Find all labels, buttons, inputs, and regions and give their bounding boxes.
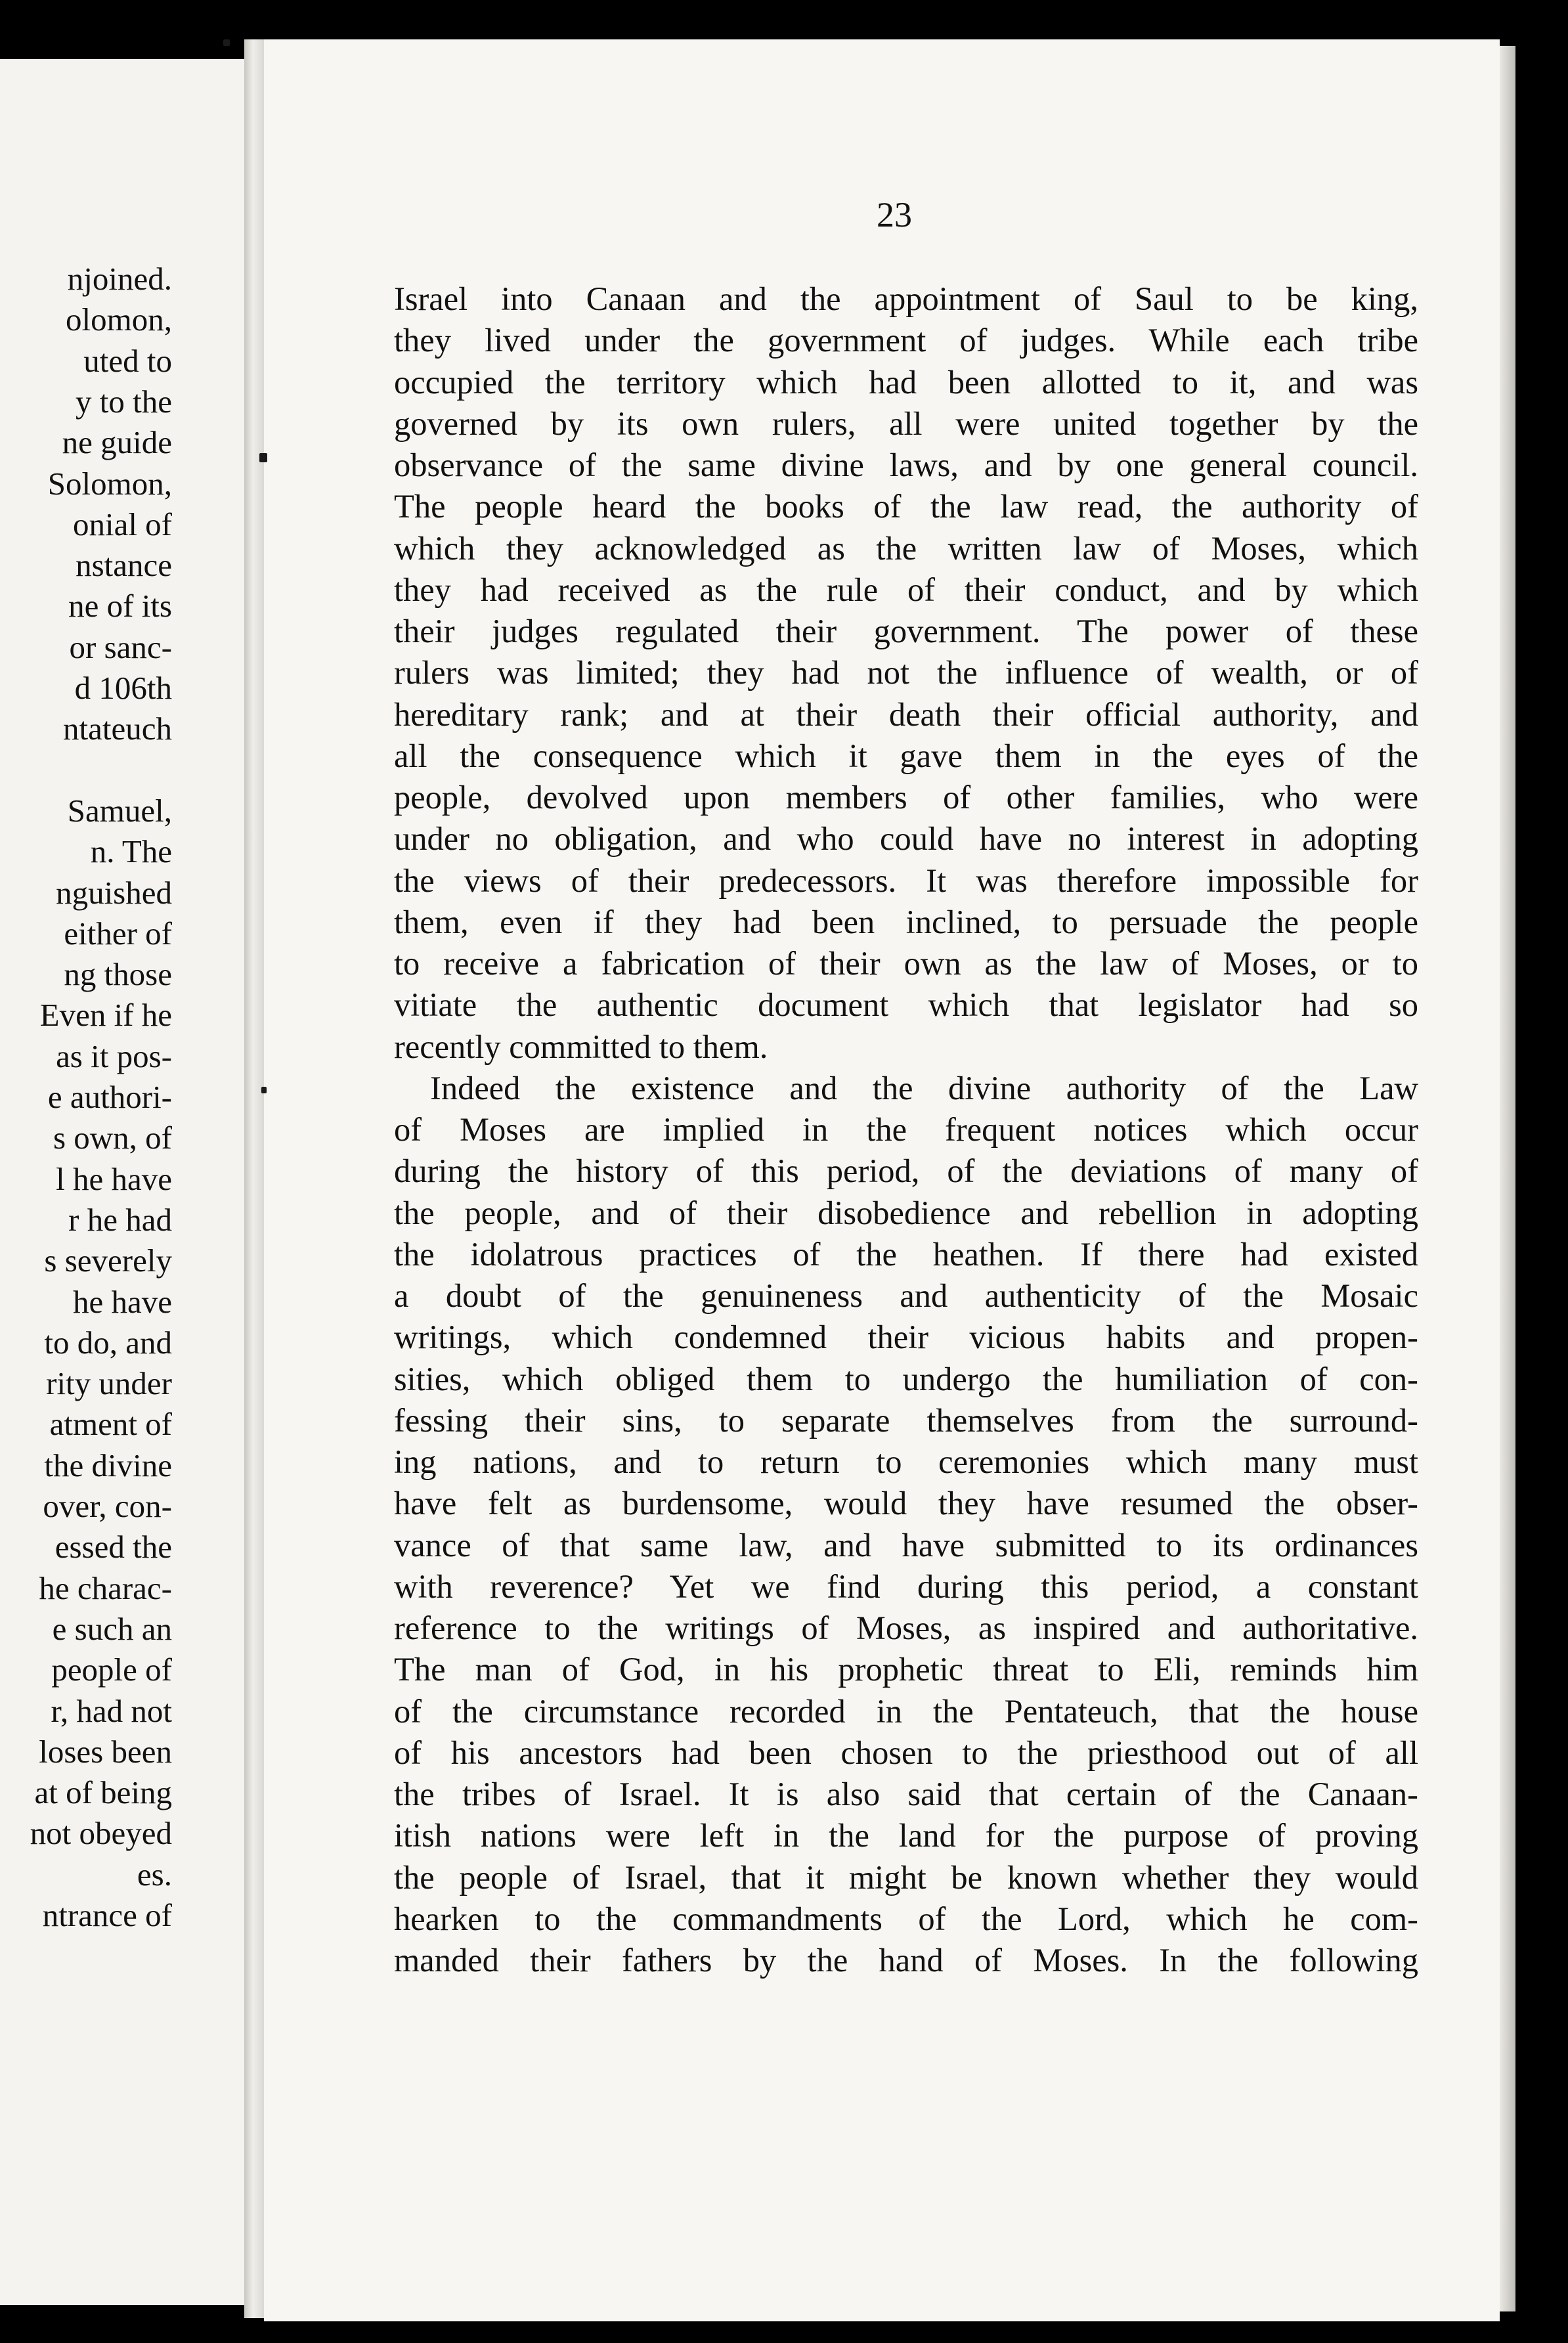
text-line: a doubt of the genuineness and authenticity of the Mosaic bbox=[394, 1277, 1418, 1314]
text-line: all the consequence which it gave them in the eyes of the bbox=[394, 737, 1418, 774]
text-line: they lived under the government of judges. While each tribe bbox=[394, 322, 1418, 359]
facing-page-line: either of bbox=[64, 915, 172, 952]
text-line: the people of Israel, that it might be known whether they would bbox=[394, 1858, 1418, 1896]
text-line: governed by its own rulers, all were united together by the bbox=[394, 405, 1418, 442]
text-line: during the history of this period, of the deviations of many of bbox=[394, 1152, 1418, 1190]
text-line: of his ancestors had been chosen to the priesthood out of all bbox=[394, 1734, 1418, 1771]
text-line: of the circumstance recorded in the Pentateuch, that the house bbox=[394, 1692, 1418, 1730]
facing-page-line: loses been bbox=[39, 1733, 172, 1770]
text-line: vitiate the authentic document which that legislator had so bbox=[394, 986, 1418, 1024]
facing-page-line: s severely bbox=[44, 1242, 172, 1279]
facing-page-line: Samuel, bbox=[67, 792, 172, 829]
text-line: recently committed to them. bbox=[394, 1028, 768, 1065]
facing-page-line: rity under bbox=[46, 1365, 172, 1402]
facing-page-line: essed the bbox=[54, 1529, 172, 1566]
facing-page-line: n. The bbox=[90, 833, 172, 870]
text-line: fessing their sins, to separate themselves from the surround- bbox=[394, 1401, 1418, 1439]
facing-page-line: ne of its bbox=[68, 588, 172, 624]
facing-page-line: es. bbox=[137, 1856, 172, 1893]
page-edge bbox=[1500, 46, 1515, 2311]
facing-page-line: onial of bbox=[72, 506, 172, 542]
facing-page-line: not obeyed bbox=[30, 1815, 172, 1852]
facing-page-line: uted to bbox=[83, 342, 172, 379]
facing-page-line: atment of bbox=[49, 1406, 172, 1443]
text-line: itish nations were left in the land for the purpose of proving bbox=[394, 1817, 1418, 1854]
text-line: to receive a fabrication of their own as the law of Moses, or to bbox=[394, 945, 1418, 982]
text-line: them, even if they had been inclined, to persuade the people bbox=[394, 903, 1418, 940]
text-line: writings, which condemned their vicious habits and propen- bbox=[394, 1319, 1418, 1356]
text-line: hearken to the commandments of the Lord, which he com- bbox=[394, 1900, 1418, 1937]
facing-page-line: s own, of bbox=[53, 1120, 172, 1156]
text-line: their judges regulated their government. The power of these bbox=[394, 613, 1418, 649]
text-line: hereditary rank; and at their death their official authority, and bbox=[394, 695, 1418, 733]
text-line: ing nations, and to return to ceremonies which many must bbox=[394, 1443, 1418, 1480]
facing-page-line: y to the bbox=[76, 383, 172, 420]
facing-page-line: e authori- bbox=[47, 1079, 172, 1115]
text-line: occupied the territory which had been allotted to it, and was bbox=[394, 363, 1418, 401]
text-line: The people heard the books of the law read, the authority of bbox=[394, 488, 1418, 525]
text-line: people, devolved upon members of other families, who were bbox=[394, 779, 1418, 816]
facing-page-line: as it pos- bbox=[56, 1038, 172, 1074]
facing-page-line: d 106th bbox=[74, 670, 172, 706]
text-line: rulers was limited; they had not the influence of wealth, or of bbox=[394, 654, 1418, 691]
text-line: which they acknowledged as the written law of Moses, which bbox=[394, 529, 1418, 567]
text-line: the people, and of their disobedience and rebellion in adopting bbox=[394, 1194, 1418, 1231]
facing-page-line: or sanc- bbox=[69, 628, 172, 665]
text-line: they had received as the rule of their conduct, and by which bbox=[394, 571, 1418, 608]
text-line: Indeed the existence and the divine authority of the Law bbox=[430, 1069, 1418, 1106]
text-line: the tribes of Israel. It is also said that certain of the Canaan- bbox=[394, 1776, 1418, 1812]
scan-speck bbox=[223, 39, 230, 46]
facing-page-line: Solomon, bbox=[47, 465, 172, 502]
text-line: under no obligation, and who could have no interest in adopting bbox=[394, 820, 1418, 858]
scan-speck bbox=[261, 1087, 267, 1093]
page-number: 23 bbox=[877, 195, 912, 234]
facing-page-line: the divine bbox=[44, 1447, 172, 1483]
facing-page-line: over, con- bbox=[43, 1488, 172, 1524]
facing-page-line: ntrance of bbox=[42, 1897, 172, 1933]
facing-page-line: Even if he bbox=[39, 997, 172, 1034]
facing-page-line: e such an bbox=[52, 1610, 172, 1647]
facing-page-line: l he have bbox=[56, 1160, 172, 1197]
facing-page-line: he charac- bbox=[39, 1569, 172, 1606]
text-line: the idolatrous practices of the heathen. If there had existed bbox=[394, 1235, 1418, 1273]
text-line: reference to the writings of Moses, as inspired and authoritative. bbox=[394, 1609, 1418, 1646]
text-line: the views of their predecessors. It was therefore impossible for bbox=[394, 862, 1418, 899]
facing-page-line: nstance bbox=[76, 547, 172, 584]
facing-page-line: ng those bbox=[64, 956, 172, 993]
facing-page-line: r he had bbox=[68, 1201, 172, 1238]
scan-speck bbox=[259, 453, 267, 462]
text-line: observance of the same divine laws, and by one general council. bbox=[394, 447, 1418, 483]
text-line: have felt as burdensome, would they have resumed the obser- bbox=[394, 1485, 1418, 1522]
facing-page-line: to do, and bbox=[44, 1324, 172, 1361]
facing-page-line: r, had not bbox=[51, 1692, 172, 1729]
facing-page-line: people of bbox=[51, 1652, 172, 1688]
facing-page bbox=[0, 59, 244, 2305]
text-line: vance of that same law, and have submitted to its ordinances bbox=[394, 1526, 1418, 1564]
facing-page-line: at of being bbox=[34, 1774, 172, 1811]
book-gutter bbox=[244, 39, 264, 2318]
text-line: The man of God, in his prophetic threat to Eli, reminds him bbox=[394, 1651, 1418, 1688]
facing-page-line: nguished bbox=[56, 874, 172, 911]
facing-page-line: njoined. bbox=[67, 261, 172, 297]
facing-page-line: ne guide bbox=[62, 424, 172, 461]
text-line: manded their fathers by the hand of Moses. In the following bbox=[394, 1942, 1418, 1979]
text-line: Israel into Canaan and the appointment of Saul to be king, bbox=[394, 280, 1418, 317]
text-line: with reverence? Yet we find during this period, a constant bbox=[394, 1567, 1418, 1605]
facing-page-line: olomon, bbox=[66, 301, 172, 338]
text-line: of Moses are implied in the frequent notices which occur bbox=[394, 1111, 1418, 1148]
facing-page-line: he have bbox=[73, 1283, 172, 1320]
text-line: sities, which obliged them to undergo the humiliation of con- bbox=[394, 1360, 1418, 1397]
facing-page-line: ntateuch bbox=[63, 711, 172, 747]
